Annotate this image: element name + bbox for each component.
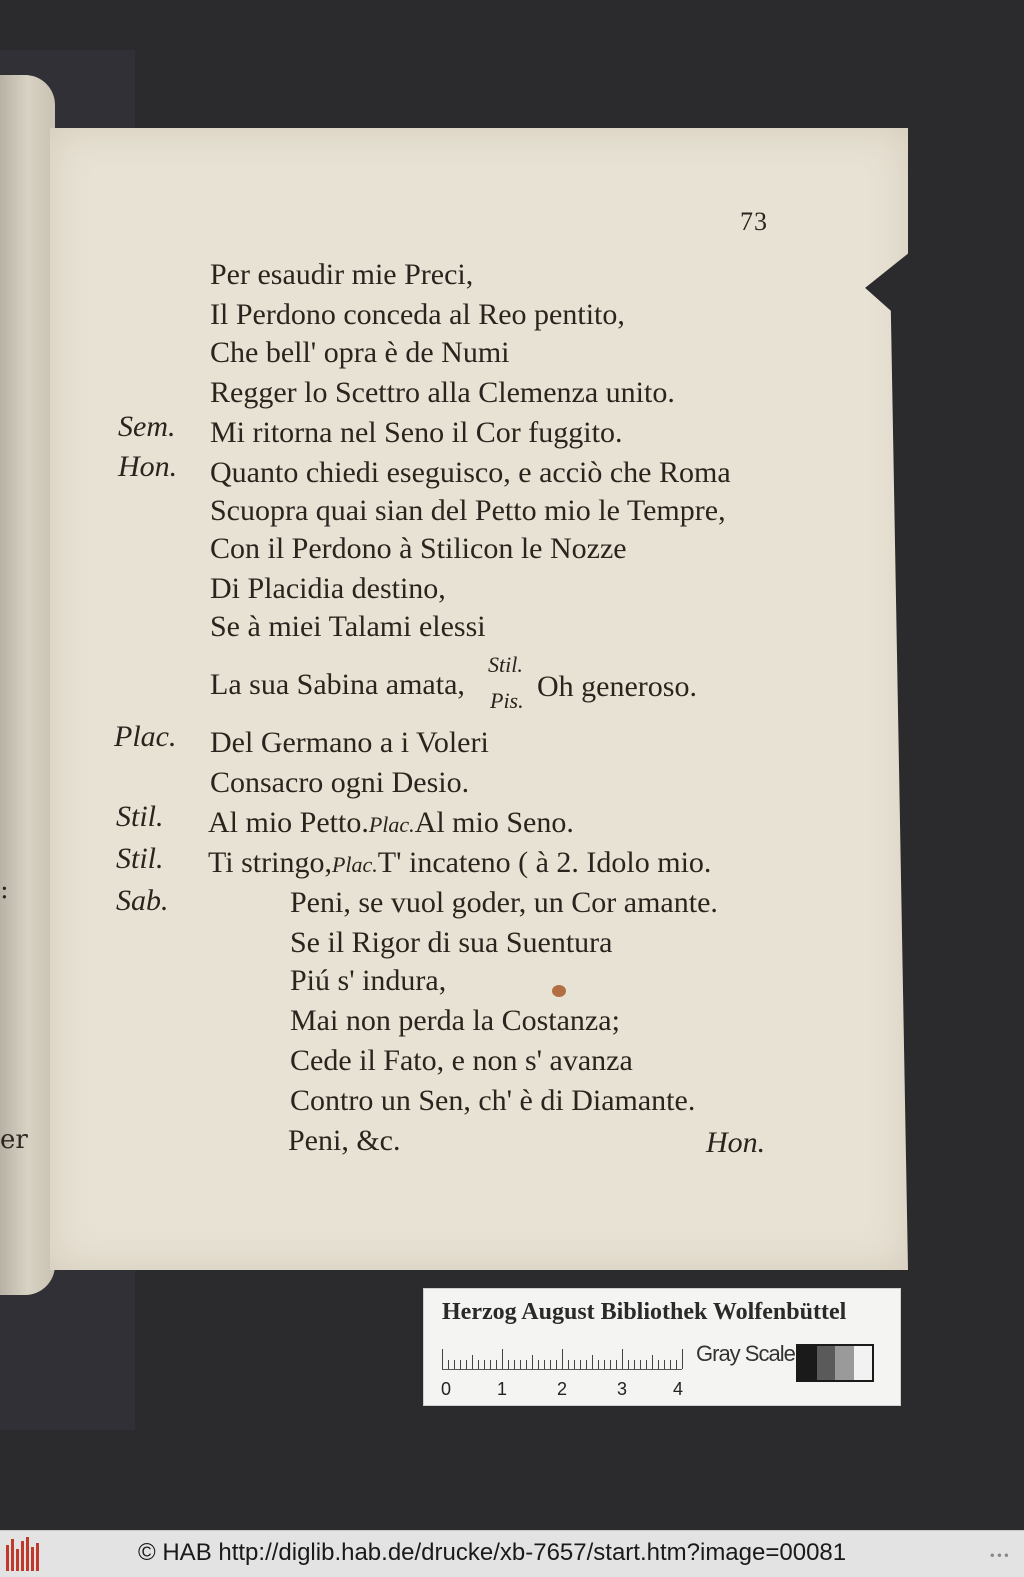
- aria-line: Contro un Sen, ch' è di Diamante.: [290, 1084, 696, 1117]
- ruler-tick: [682, 1349, 683, 1369]
- ruler-tick: [556, 1360, 557, 1369]
- verse-line: Mi ritorna nel Seno il Cor fuggito.: [210, 416, 623, 449]
- catchword: Hon.: [706, 1126, 766, 1159]
- verse-line: Del Germano a i Voleri: [210, 726, 489, 759]
- speaker-label: Plac.: [114, 720, 177, 753]
- verse-line: Che bell' opra è de Numi: [210, 336, 510, 369]
- gray-step: [854, 1346, 873, 1380]
- ruler-tick: [592, 1355, 593, 1369]
- ruler-tick: [586, 1360, 587, 1369]
- ruler-tick: [640, 1360, 641, 1369]
- ruler-tick: [526, 1360, 527, 1369]
- verse-line: Scuopra quai sian del Petto mio le Tempre,: [210, 494, 726, 527]
- speaker-label: Sab.: [116, 884, 169, 917]
- verse-fragment: T' incateno ( à 2. Idolo mio.: [377, 846, 712, 879]
- ruler-tick: [604, 1360, 605, 1369]
- verse-line: [208, 806, 574, 842]
- viewer-footer: [0, 1530, 1024, 1577]
- ruler-tick: [502, 1349, 503, 1369]
- ruler-tick: [508, 1360, 509, 1369]
- ruler-tick: [568, 1360, 569, 1369]
- stacked-speaker-bottom: Pis.: [490, 688, 524, 713]
- ruler-tick: [472, 1355, 473, 1369]
- ruler-tick: [562, 1349, 563, 1369]
- ruler-number: 2: [557, 1379, 568, 1399]
- ruler-tick: [664, 1360, 665, 1369]
- logo-bar: [21, 1541, 24, 1571]
- aria-line: Cede il Fato, e non s' avanza: [290, 1044, 633, 1077]
- ruler-tick: [658, 1360, 659, 1369]
- page-number: 73: [740, 207, 768, 236]
- verse-fragment: Al mio Petto.: [208, 806, 369, 839]
- ruler-tick: [598, 1360, 599, 1369]
- inline-speaker: Plac.: [368, 812, 415, 837]
- verse-line: Con il Perdono à Stilicon le Nozze: [210, 532, 627, 565]
- logo-bar: [11, 1539, 14, 1571]
- verse-line: Se à miei Talami elessi: [210, 610, 486, 643]
- logo-bar: [6, 1545, 9, 1571]
- ruler-tick: [622, 1349, 623, 1369]
- verse-line: [208, 846, 711, 882]
- ruler-tick: [442, 1349, 443, 1369]
- verse-line: Regger lo Scettro alla Clemenza unito.: [210, 376, 675, 409]
- hab-logo-icon: [6, 1537, 46, 1571]
- ruler-tick: [550, 1360, 551, 1369]
- verse-fragment: Ti stringo,: [208, 846, 332, 879]
- ruler-tick: [478, 1360, 479, 1369]
- logo-bar: [36, 1543, 39, 1571]
- gray-step: [835, 1346, 854, 1380]
- ruler-tick: [634, 1360, 635, 1369]
- aria-line: Peni, &c.: [288, 1124, 401, 1157]
- library-color-card: [423, 1288, 901, 1406]
- library-name: Herzog August Bibliothek Wolfenbüttel: [442, 1299, 847, 1325]
- measurement-ruler: [442, 1341, 682, 1371]
- ruler-tick: [652, 1355, 653, 1369]
- ruler-tick: [448, 1360, 449, 1369]
- aria-line: Se il Rigor di sua Suentura: [290, 926, 613, 959]
- aria-line: Piú s' indura,: [290, 964, 447, 997]
- ruler-tick: [676, 1360, 677, 1369]
- speaker-label: Stil.: [116, 800, 164, 833]
- ruler-number: 1: [497, 1379, 508, 1399]
- ruler-tick: [490, 1360, 491, 1369]
- stacked-speaker-top: Stil.: [488, 652, 523, 677]
- copyright-link[interactable]: © HAB http://diglib.hab.de/drucke/xb-7657/start.htm?image=00081: [138, 1539, 847, 1566]
- aria-line: Mai non perda la Costanza;: [290, 1004, 620, 1037]
- ruler-tick: [646, 1360, 647, 1369]
- aria-line: Peni, se vuol goder, un Cor amante.: [290, 886, 718, 919]
- ruler-tick: [538, 1360, 539, 1369]
- logo-bar: [16, 1549, 19, 1571]
- inline-speaker: Plac.: [331, 852, 378, 877]
- ruler-tick: [454, 1360, 455, 1369]
- ruler-tick: [670, 1360, 671, 1369]
- ruler-number: 0: [441, 1379, 452, 1399]
- more-icon[interactable]: •••: [988, 1549, 1010, 1563]
- ruler-number: 4: [673, 1379, 684, 1399]
- gray-step: [798, 1346, 817, 1380]
- ruler-tick: [544, 1360, 545, 1369]
- gray-step: [817, 1346, 836, 1380]
- speaker-label: Hon.: [118, 450, 178, 483]
- gray-scale-label: Gray Scale: [696, 1341, 795, 1366]
- ruler-tick: [610, 1360, 611, 1369]
- ruler-tick: [460, 1360, 461, 1369]
- ruler-tick: [484, 1360, 485, 1369]
- speaker-label: Stil.: [116, 842, 164, 875]
- verse-line: Consacro ogni Desio.: [210, 766, 470, 799]
- margin-fragment: :: [0, 875, 9, 905]
- ruler-tick: [616, 1360, 617, 1369]
- ruler-baseline: [442, 1369, 682, 1370]
- ruler-tick: [532, 1355, 533, 1369]
- ruler-tick: [466, 1360, 467, 1369]
- logo-bar: [26, 1537, 29, 1571]
- verse-line: Quanto chiedi eseguisco, e acciò che Roma: [210, 456, 731, 489]
- verse-line: Per esaudir mie Preci,: [210, 258, 474, 291]
- ruler-tick: [580, 1360, 581, 1369]
- ruler-tick: [514, 1360, 515, 1369]
- verse-line-before: La sua Sabina amata,: [210, 668, 465, 701]
- verse-line: Il Perdono conceda al Reo pentito,: [210, 298, 625, 331]
- ruler-number: 3: [617, 1379, 628, 1399]
- ruler-tick: [520, 1360, 521, 1369]
- ruler-tick: [628, 1360, 629, 1369]
- verse-line-after: Oh generoso.: [537, 670, 697, 703]
- logo-bar: [31, 1547, 34, 1571]
- speaker-label: Sem.: [118, 410, 176, 443]
- verse-fragment: Al mio Seno.: [414, 806, 574, 839]
- margin-fragment: er: [0, 1125, 28, 1155]
- verse-line: Di Placidia destino,: [210, 572, 446, 605]
- gray-scale-swatch: [796, 1344, 874, 1382]
- ruler-tick: [574, 1360, 575, 1369]
- ruler-tick: [496, 1360, 497, 1369]
- previous-page-edge: [0, 75, 55, 1295]
- ink-stain: [552, 985, 566, 997]
